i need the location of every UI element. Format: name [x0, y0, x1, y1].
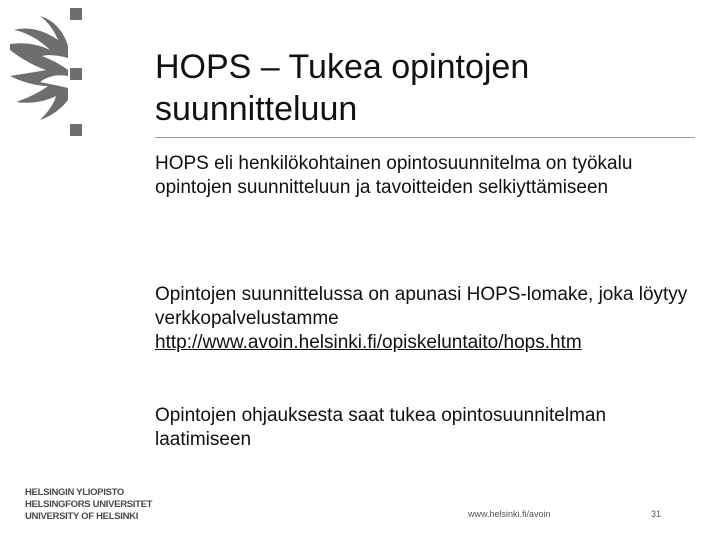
university-name-fi: HELSINGIN YLIOPISTO — [25, 487, 124, 498]
university-name-wordmark — [25, 487, 152, 523]
university-name-sv: HELSINGFORS UNIVERSITET — [25, 499, 153, 510]
university-logo-icon — [4, 4, 100, 144]
page-number: 31 — [651, 509, 662, 519]
paragraph-hops-form — [155, 283, 695, 355]
paragraph-guidance: Opintojen ohjauksesta saat tukea opintosuunnitelman laatimiseen — [155, 405, 607, 450]
hops-form-link[interactable]: http://www.avoin.helsinki.fi/opiskeluntaito/hops.htm — [155, 332, 582, 353]
university-name-en: UNIVERSITY OF HELSINKI — [25, 511, 139, 522]
paragraph-hops-definition: HOPS eli henkilökohtainen opintosuunnitelma on työkalu opintojen suunnitteluun ja tavoitteiden selkiyttämiseen — [155, 153, 633, 198]
paragraph-hops-form-text: Opintojen suunnittelussa on apunasi HOPS-lomake, joka löytyy verkkopalvelustamme — [155, 284, 688, 329]
title-divider — [155, 137, 695, 138]
slide-title: HOPS – Tukea opintojen suunnitteluun — [155, 48, 530, 128]
footer-url: www.helsinki.fi/avoin — [468, 509, 551, 519]
